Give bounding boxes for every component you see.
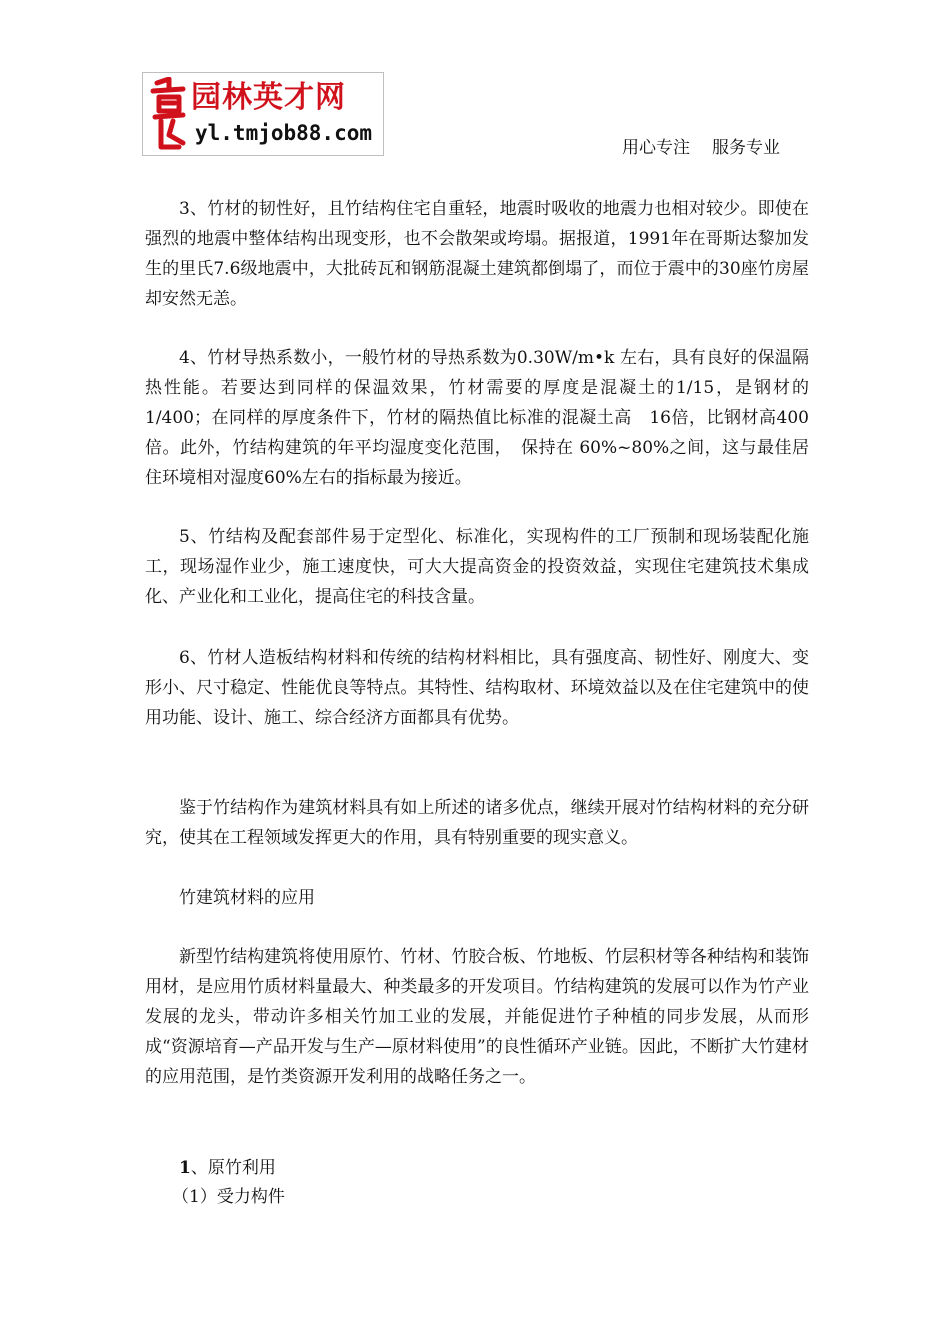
subsection-heading <box>179 1154 276 1182</box>
paragraph-composite-boards: 6、竹材人造板结构材料和传统的结构材料相比，具有强度高、韧性好、刚度大、变形小、尺寸稳定、性能优良等特点。其特性、结构取材、环境效益以及在住宅建筑中的使用功能、设计、施工、综合经济方面都具有优势。 <box>145 648 809 728</box>
slogan-service: 服务专业 <box>712 138 780 158</box>
subsection-number: 1 <box>179 1158 191 1178</box>
logo-mark-icon <box>149 77 189 151</box>
site-logo <box>142 72 384 156</box>
paragraph-applications: 新型竹结构建筑将使用原竹、竹材、竹胶合板、竹地板、竹层积材等各种结构和装饰用材，是应用竹质材料量最大、种类最多的开发项目。竹结构建筑的发展可以作为竹产业发展的龙头，带动许多相关竹加工业的发展，并能促进竹子种植的同步发展，从而形成“资源培育—产品开发与生产—原材料使用”的良性循环产业链。因此，不断扩大竹建材的应用范围，是竹类资源开发利用的战略任务之一。 <box>145 947 809 1087</box>
paragraph-standardization: 5、竹结构及配套部件易于定型化、标准化，实现构件的工厂预制和现场装配化施工，现场湿作业少，施工速度快，可大大提高资金的投资效益，实现住宅建筑技术集成化、产业化和工业化，提高住宅的科技含量。 <box>145 527 809 607</box>
section-heading: 竹建筑材料的应用 <box>179 888 315 908</box>
paragraph-thermal: 4、竹材导热系数小，一般竹材的导热系数为0.30W/m•k 左右，具有良好的保温隔热性能。若要达到同样的保温效果，竹材需要的厚度是混凝土的1/15，是钢材的 1/400；在同样的厚度条件下，竹材的隔热值比标准的混凝土高 16倍，比钢材高400 倍。此外，竹结构建筑的年平均湿度变化范围， 保持在 60%~80%之间，这与最佳居住环境相对湿度60%左右的指标最为接近。 <box>145 348 809 488</box>
paragraph-toughness: 3、竹材的韧性好，且竹结构住宅自重轻，地震时吸收的地震力也相对较少。即使在强烈的地震中整体结构出现变形，也不会散架或垮塌。据报道，1991年在哥斯达黎加发生的里氏7.6级地震中，大批砖瓦和钢筋混凝土建筑都倒塌了，而位于震中的30座竹房屋却安然无恙。 <box>145 199 809 309</box>
logo-url: yl.tmjob88.com <box>195 121 373 145</box>
paragraph-conclusion: 鉴于竹结构作为建筑材料具有如上所述的诸多优点，继续开展对竹结构材料的充分研究，使其在工程领域发挥更大的作用，具有特别重要的现实意义。 <box>145 798 809 848</box>
slogan <box>622 134 780 162</box>
sub-item-heading: （1）受力构件 <box>172 1187 285 1207</box>
slogan-focus: 用心专注 <box>622 138 690 158</box>
subsection-title: 、原竹利用 <box>190 1158 276 1178</box>
logo-title: 园林英才网 <box>191 80 346 115</box>
